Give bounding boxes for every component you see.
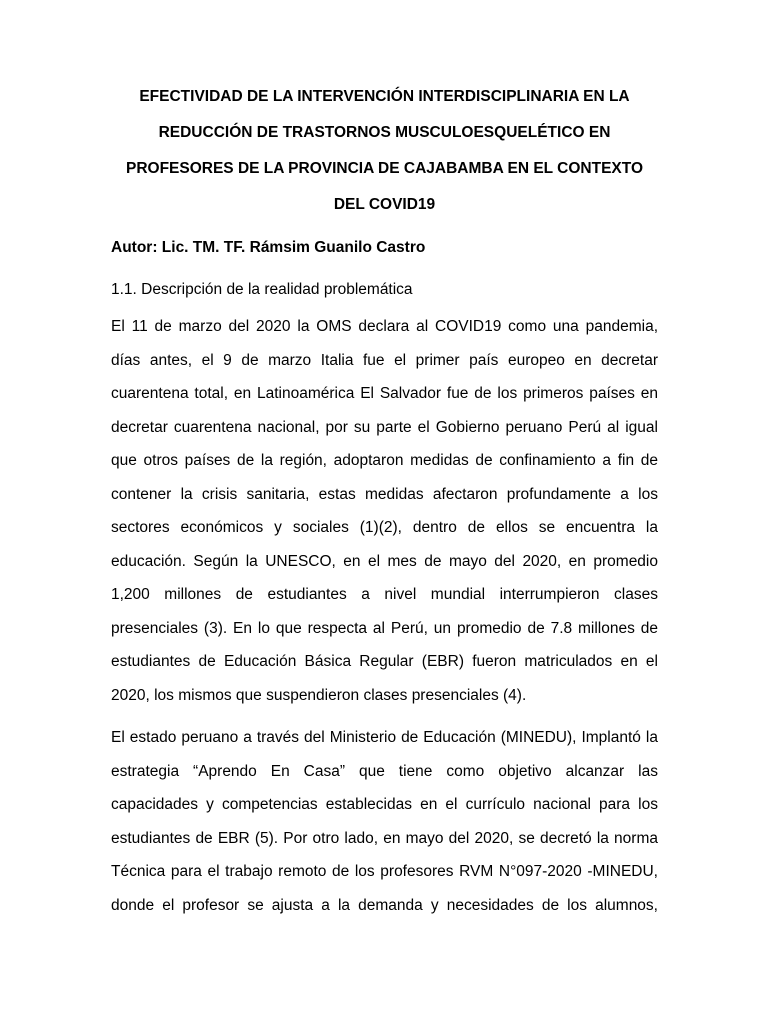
title-line-3: PROFESORES DE LA PROVINCIA DE CAJABAMBA EN EL CONTEXTO <box>125 160 643 177</box>
title-line-1: EFECTIVIDAD DE LA INTERVENCIÓN INTERDISCIPLINARIA EN LA <box>139 88 630 105</box>
document-page <box>111 79 658 922</box>
title-line-4: DEL COVID19 <box>333 196 436 213</box>
paragraph-line: El estado peruano a través del Ministerio de Educación (MINEDU), Implantó la <box>111 729 658 746</box>
paragraph-line: 2020, los mismos que suspendieron clases presenciales (4). <box>111 686 527 704</box>
title-line-2: REDUCCIÓN DE TRASTORNOS MUSCULOESQUELÉTICO EN <box>158 124 611 141</box>
paragraph-line: cuarentena total, en Latinoamérica El Salvador fue de los primeros países en <box>111 385 658 402</box>
paragraph-line: capacidades y competencias establecidas en el currículo nacional para los <box>111 796 658 813</box>
paragraph-line: días antes, el 9 de marzo Italia fue el primer país europeo en decretar <box>111 351 658 369</box>
paragraph-line: estudiantes de EBR (5). Por otro lado, en mayo del 2020, se decretó la norma <box>111 829 658 847</box>
document-title <box>111 79 658 223</box>
section-heading: 1.1. Descripción de la realidad problemática <box>111 281 413 298</box>
paragraph-line: que otros países de la región, adoptaron medidas de confinamiento a fin de <box>111 452 658 469</box>
paragraph-line: sectores económicos y sociales (1)(2), dentro de ellos se encuentra la <box>111 519 658 536</box>
paragraph-1 <box>111 310 658 712</box>
paragraph-line: contener la crisis sanitaria, estas medidas afectaron profundamente a los <box>111 485 658 503</box>
paragraph-line: 1,200 millones de estudiantes a nivel mundial interrumpieron clases <box>111 586 658 603</box>
paragraph-line: estrategia “Aprendo En Casa” que tiene como objetivo alcanzar las <box>111 762 658 780</box>
paragraph-line: El 11 de marzo del 2020 la OMS declara al COVID19 como una pandemia, <box>111 318 658 335</box>
paragraph-line: decretar cuarentena nacional, por su parte el Gobierno peruano Perú al igual <box>111 418 658 436</box>
paragraph-line: estudiantes de Educación Básica Regular (EBR) fueron matriculados en el <box>111 653 658 670</box>
author-line: Autor: Lic. TM. TF. Rámsim Guanilo Castro <box>111 239 426 256</box>
paragraph-line: educación. Según la UNESCO, en el mes de mayo del 2020, en promedio <box>111 552 658 570</box>
paragraph-2 <box>111 721 658 922</box>
paragraph-line: donde el profesor se ajusta a la demanda y necesidades de los alumnos, <box>111 896 658 914</box>
paragraph-line: presenciales (3). En lo que respecta al Perú, un promedio de 7.8 millones de <box>111 619 658 637</box>
paragraph-line: Técnica para el trabajo remoto de los profesores RVM N°097-2020 -MINEDU, <box>111 863 658 880</box>
